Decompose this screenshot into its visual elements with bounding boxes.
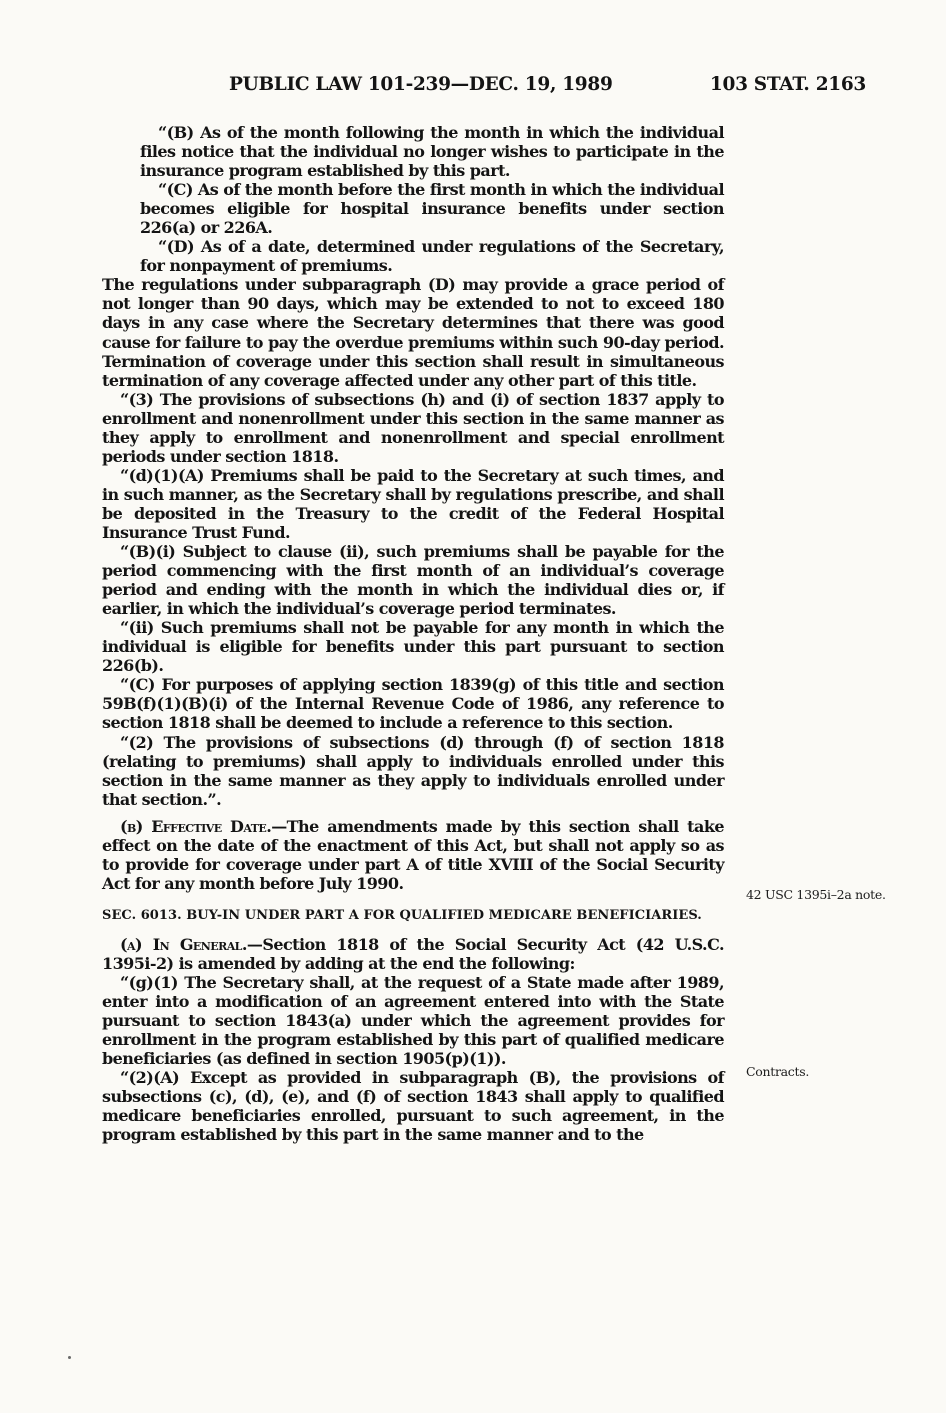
margin-note-usc: 42 USC 1395i–2a note.: [746, 887, 886, 902]
paragraph-2-a: “(2)(A) Except as provided in subparagraph (B), the provisions of subsections (c), (d), (e), and (f) of section 1843 shall apply to qualified medicare beneficiaries enrolled, pursuant to such agreement, in the program established by this part in the same manner and to the: [102, 1068, 724, 1145]
paragraph-effective-date: [102, 817, 724, 893]
paragraph-d-1-a: “(d)(1)(A) Premiums shall be paid to the Secretary at such times, and in such manner, as the Secretary shall by regulations prescribe, and shall be deposited in the Treasury to the credit of the Federal Hospital Insurance Trust Fund.: [102, 465, 724, 542]
scan-speck: [68, 1356, 71, 1359]
paragraph-subpara-d: “(D) As of a date, determined under regulations of the Secretary, for nonpayment of premiums.: [140, 237, 724, 276]
in-general-text: —Section 1818 of the Social Security Act (42 U.S.C. 1395i-2) is amended by adding at the end the following:: [102, 934, 724, 973]
paragraph-subpara-c: “(C) As of the month before the first month in which the individual becomes eligible for hospital insurance benefits under section 226(a) or 226A.: [140, 180, 724, 238]
stat-page-number: 103 STAT. 2163: [709, 74, 866, 95]
statute-body: [102, 123, 724, 1144]
running-head-title: PUBLIC LAW 101-239—DEC. 19, 1989: [229, 74, 613, 95]
paragraph-b-i: “(B)(i) Subject to clause (ii), such premiums shall be payable for the period commencing with the first month of an individual’s coverage period and ending with the month in which the individual dies or, if earlier, in which the individual’s coverage period terminates.: [102, 542, 724, 619]
paragraph-grace-period: The regulations under subparagraph (D) may provide a grace period of not longer than 90 days, which may be extended to not to exceed 180 days in any case where the Secretary determines that there was good cause for failure to pay the overdue premiums within such 90-day period. Termination of coverage under this section shall result in simultaneous termination of any coverage affected under any other part of this title.: [102, 275, 724, 390]
paragraph-in-general: [102, 935, 724, 973]
paragraph-c: “(C) For purposes of applying section 1839(g) of this title and section 59B(f)(1)(B)(i) of the Internal Revenue Code of 1986, any reference to section 1818 shall be deemed to include a reference to this section.: [102, 675, 724, 733]
effective-date-text: —The amendments made by this section shall take effect on the date of the enactment of this Act, but shall not apply so as to provide for coverage under part A of title XVIII of the Social Security Act for any month before July 1990.: [102, 816, 724, 893]
in-general-label: (a) In General.: [120, 934, 247, 954]
effective-date-label: (b) Effective Date.: [120, 816, 272, 836]
paragraph-3: “(3) The provisions of subsections (h) and (i) of section 1837 apply to enrollment and nonenrollment under this section in the same manner as they apply to enrollment and nonenrollment and special enrollment periods under section 1818.: [102, 389, 724, 466]
running-head: [100, 74, 866, 104]
section-heading: SEC. 6013. BUY-IN UNDER PART A FOR QUALIFIED MEDICARE BENEFICIARIES.: [102, 907, 702, 923]
margin-note-contracts: Contracts.: [746, 1064, 810, 1079]
paragraph-g-1: “(g)(1) The Secretary shall, at the request of a State made after 1989, enter into a modification of an agreement entered into with the State pursuant to section 1843(a) under which the agreement provides for enrollment in the program established by this part of qualified medicare beneficiaries (as defined in section 1905(p)(1)).: [102, 972, 724, 1069]
paragraph-subpara-b: “(B) As of the month following the month in which the individual files notice that the individual no longer wishes to participate in the insurance program established by this part.: [140, 123, 724, 181]
paragraph-2: “(2) The provisions of subsections (d) through (f) of section 1818 (relating to premiums) shall apply to individuals enrolled under this section in the same manner as they apply to individuals enrolled under that section.”.: [102, 732, 724, 809]
paragraph-ii: “(ii) Such premiums shall not be payable for any month in which the individual is eligible for benefits under this part pursuant to section 226(b).: [102, 618, 724, 676]
